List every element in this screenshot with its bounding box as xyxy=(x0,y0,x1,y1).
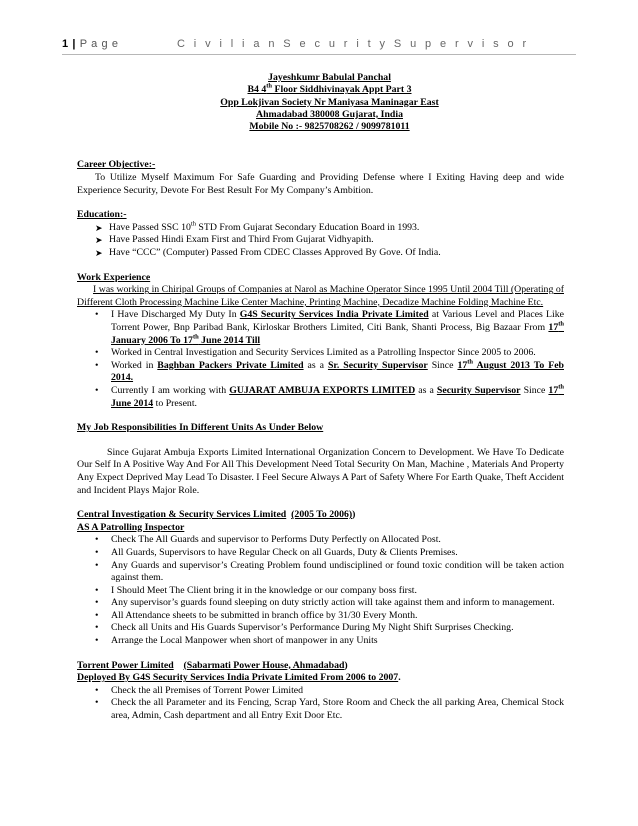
central-duty-item: • All Attendance sheets to be submitted in branch office by 31/30 Every Month. xyxy=(95,609,418,621)
page-number: 1 xyxy=(62,38,69,50)
bullet-icon: • xyxy=(95,546,99,558)
bullet-icon: • xyxy=(95,609,99,621)
bullet-icon: • xyxy=(95,534,99,546)
responsibilities-heading: My Job Responsibilities In Different Units As Under Below xyxy=(77,422,324,434)
address-line-2: Opp Lokjivan Society Nr Maniyasa Maninagar East xyxy=(220,96,439,108)
contact-block xyxy=(95,72,564,133)
central-duty-item: • Any Guards and supervisor’s Creating Problem found undisciplined or found toxic condition will be taken action against them. xyxy=(95,559,564,584)
work-item-baghban: • Worked in Baghban Packers Private Limited as a Sr. Security Supervisor Since 17th August 2013 To Feb 2014. xyxy=(95,358,564,384)
central-section-subheading: AS A Patrolling Inspector xyxy=(77,521,185,533)
career-text: To Utilize Myself Maximum For Safe Guarding and Providing Defense where I Exiting Having deep and wide Experience Security, Devote For Best Result For My Company’s Ambition. xyxy=(77,172,564,196)
work-item-g4s: • I Have Discharged My Duty In G4S Security Services India Private Limited at Various Level and Places Like Torrent Power, Bnp Paribad Bank, Kirloskar Brothers Limited, Citi Bank, Shanti Process, Big Bazaar From 17th January 2006 To 17th June 2014 Till xyxy=(95,309,564,346)
central-duty-item: • All Guards, Supervisors to have Regular Check on all Guards, Duty & Clients Premises. xyxy=(95,546,458,558)
bullet-icon: • xyxy=(95,347,99,359)
education-item-ssc: ➤ Have Passed SSC 10th STD From Gujarat Secondary Education Board in 1993. xyxy=(95,220,420,233)
torrent-deployment: Deployed By G4S Security Services India Private Limited From 2006 to 2007. xyxy=(77,672,401,684)
central-duty-item: • Any supervisor’s guards found sleeping on duty strictly action will take against them and inform to management. xyxy=(95,597,555,609)
header-title: C i v i l i a n S e c u r i t y S u p e r v i s o r xyxy=(177,38,530,50)
education-list xyxy=(77,222,564,260)
education-item-ccc: ➤ Have “CCC” (Computer) Passed From CDEC Classes Approved By Gove. Of India. xyxy=(95,247,441,259)
education-item-hindi: ➤ Have Passed Hindi Exam First and Third From Gujarat Vidhyapith. xyxy=(95,234,374,246)
education-heading: Education:- xyxy=(77,209,127,221)
torrent-duties-list xyxy=(77,685,564,723)
bullet-icon: • xyxy=(95,597,99,609)
bullet-icon: • xyxy=(95,635,99,647)
bullet-icon: • xyxy=(95,384,99,396)
bullet-icon: • xyxy=(95,684,99,696)
central-duty-item: • Check all Units and His Guards Supervisor’s Performance During My Night Shift Surprises Checking. xyxy=(95,622,514,634)
address-line-1: B4 4th Floor Siddhivinayak Appt Part 3 xyxy=(247,83,412,96)
central-duty-item: • Check The All Guards and supervisor to Performs Duty Perfectly on Allocated Post. xyxy=(95,534,441,546)
candidate-name: Jayeshkumr Babulal Panchal xyxy=(268,72,391,83)
central-duties-list xyxy=(77,534,564,647)
bullet-icon: • xyxy=(95,622,99,634)
torrent-heading: Torrent Power Limited (Sabarmati Power House, Ahmadabad) xyxy=(77,659,348,671)
bullet-icon: • xyxy=(95,559,99,571)
responsibilities-text: Since Gujarat Ambuja Exports Limited International Organization Concern to Development. We Have To Dedicate Our Self In A Positive Way And For All This Development Need Total Security On Man, Machine , Materials And Property Any Expect Deprived May Lead To Disaster. I Feel Secure Always A Part of Safety Where For Earth Quake, Theft Accident and Incident Plays Major Role. xyxy=(77,446,564,496)
page-header xyxy=(62,30,576,55)
torrent-duty-item: • Check the all Parameter and its Fencing, Scrap Yard, Store Room and Check the all parking Area, Chemical Stock area, Admin, Cash department and all Entry Exit Door Etc. xyxy=(95,697,564,722)
career-heading: Career Objective:- xyxy=(77,159,156,171)
mobile-number: Mobile No :- 9825708262 / 9099781011 xyxy=(249,121,410,133)
work-item-central: • Worked in Central Investigation and Security Services Limited as a Patrolling Inspector Since 2005 to 2006. xyxy=(95,347,536,359)
bullet-icon: • xyxy=(95,309,99,321)
arrow-bullet-icon: ➤ xyxy=(95,222,103,233)
torrent-duty-item: • Check the all Premises of Torrent Power Limited xyxy=(95,684,304,696)
address-line-3: Ahmadabad 380008 Gujarat, India xyxy=(256,108,403,120)
arrow-bullet-icon: ➤ xyxy=(95,248,103,259)
work-list xyxy=(77,309,564,410)
bullet-icon: • xyxy=(95,359,99,371)
work-item-ambuja: • Currently I am working with GUJARAT AMBUJA EXPORTS LIMITED as a Security Supervisor Since 17th June 2014 to Present. xyxy=(95,383,564,409)
resume-body xyxy=(77,72,564,723)
central-duty-item: • Arrange the Local Manpower when short of manpower in any Units xyxy=(95,635,378,647)
bullet-icon: • xyxy=(95,697,99,709)
central-duty-item: • I Should Meet The Client bring it in the knowledge or our company boss first. xyxy=(95,584,417,596)
work-heading: Work Experience xyxy=(77,271,151,283)
work-intro: I was working in Chiripal Groups of Companies at Narol as Machine Operator Since 1995 Until 2004 Till (Operating of Different Cloth Processing Machine Like Center Machine, Printing Machine, Decadize Machine Folding Machine Etc. xyxy=(77,284,564,308)
page-number-label: 1 | P a g e xyxy=(62,38,119,50)
arrow-bullet-icon: ➤ xyxy=(95,235,103,246)
bullet-icon: • xyxy=(95,584,99,596)
central-section-heading: Central Investigation & Security Services Limited (2005 To 2006)) xyxy=(77,509,356,521)
page-word: P a g e xyxy=(79,38,119,50)
